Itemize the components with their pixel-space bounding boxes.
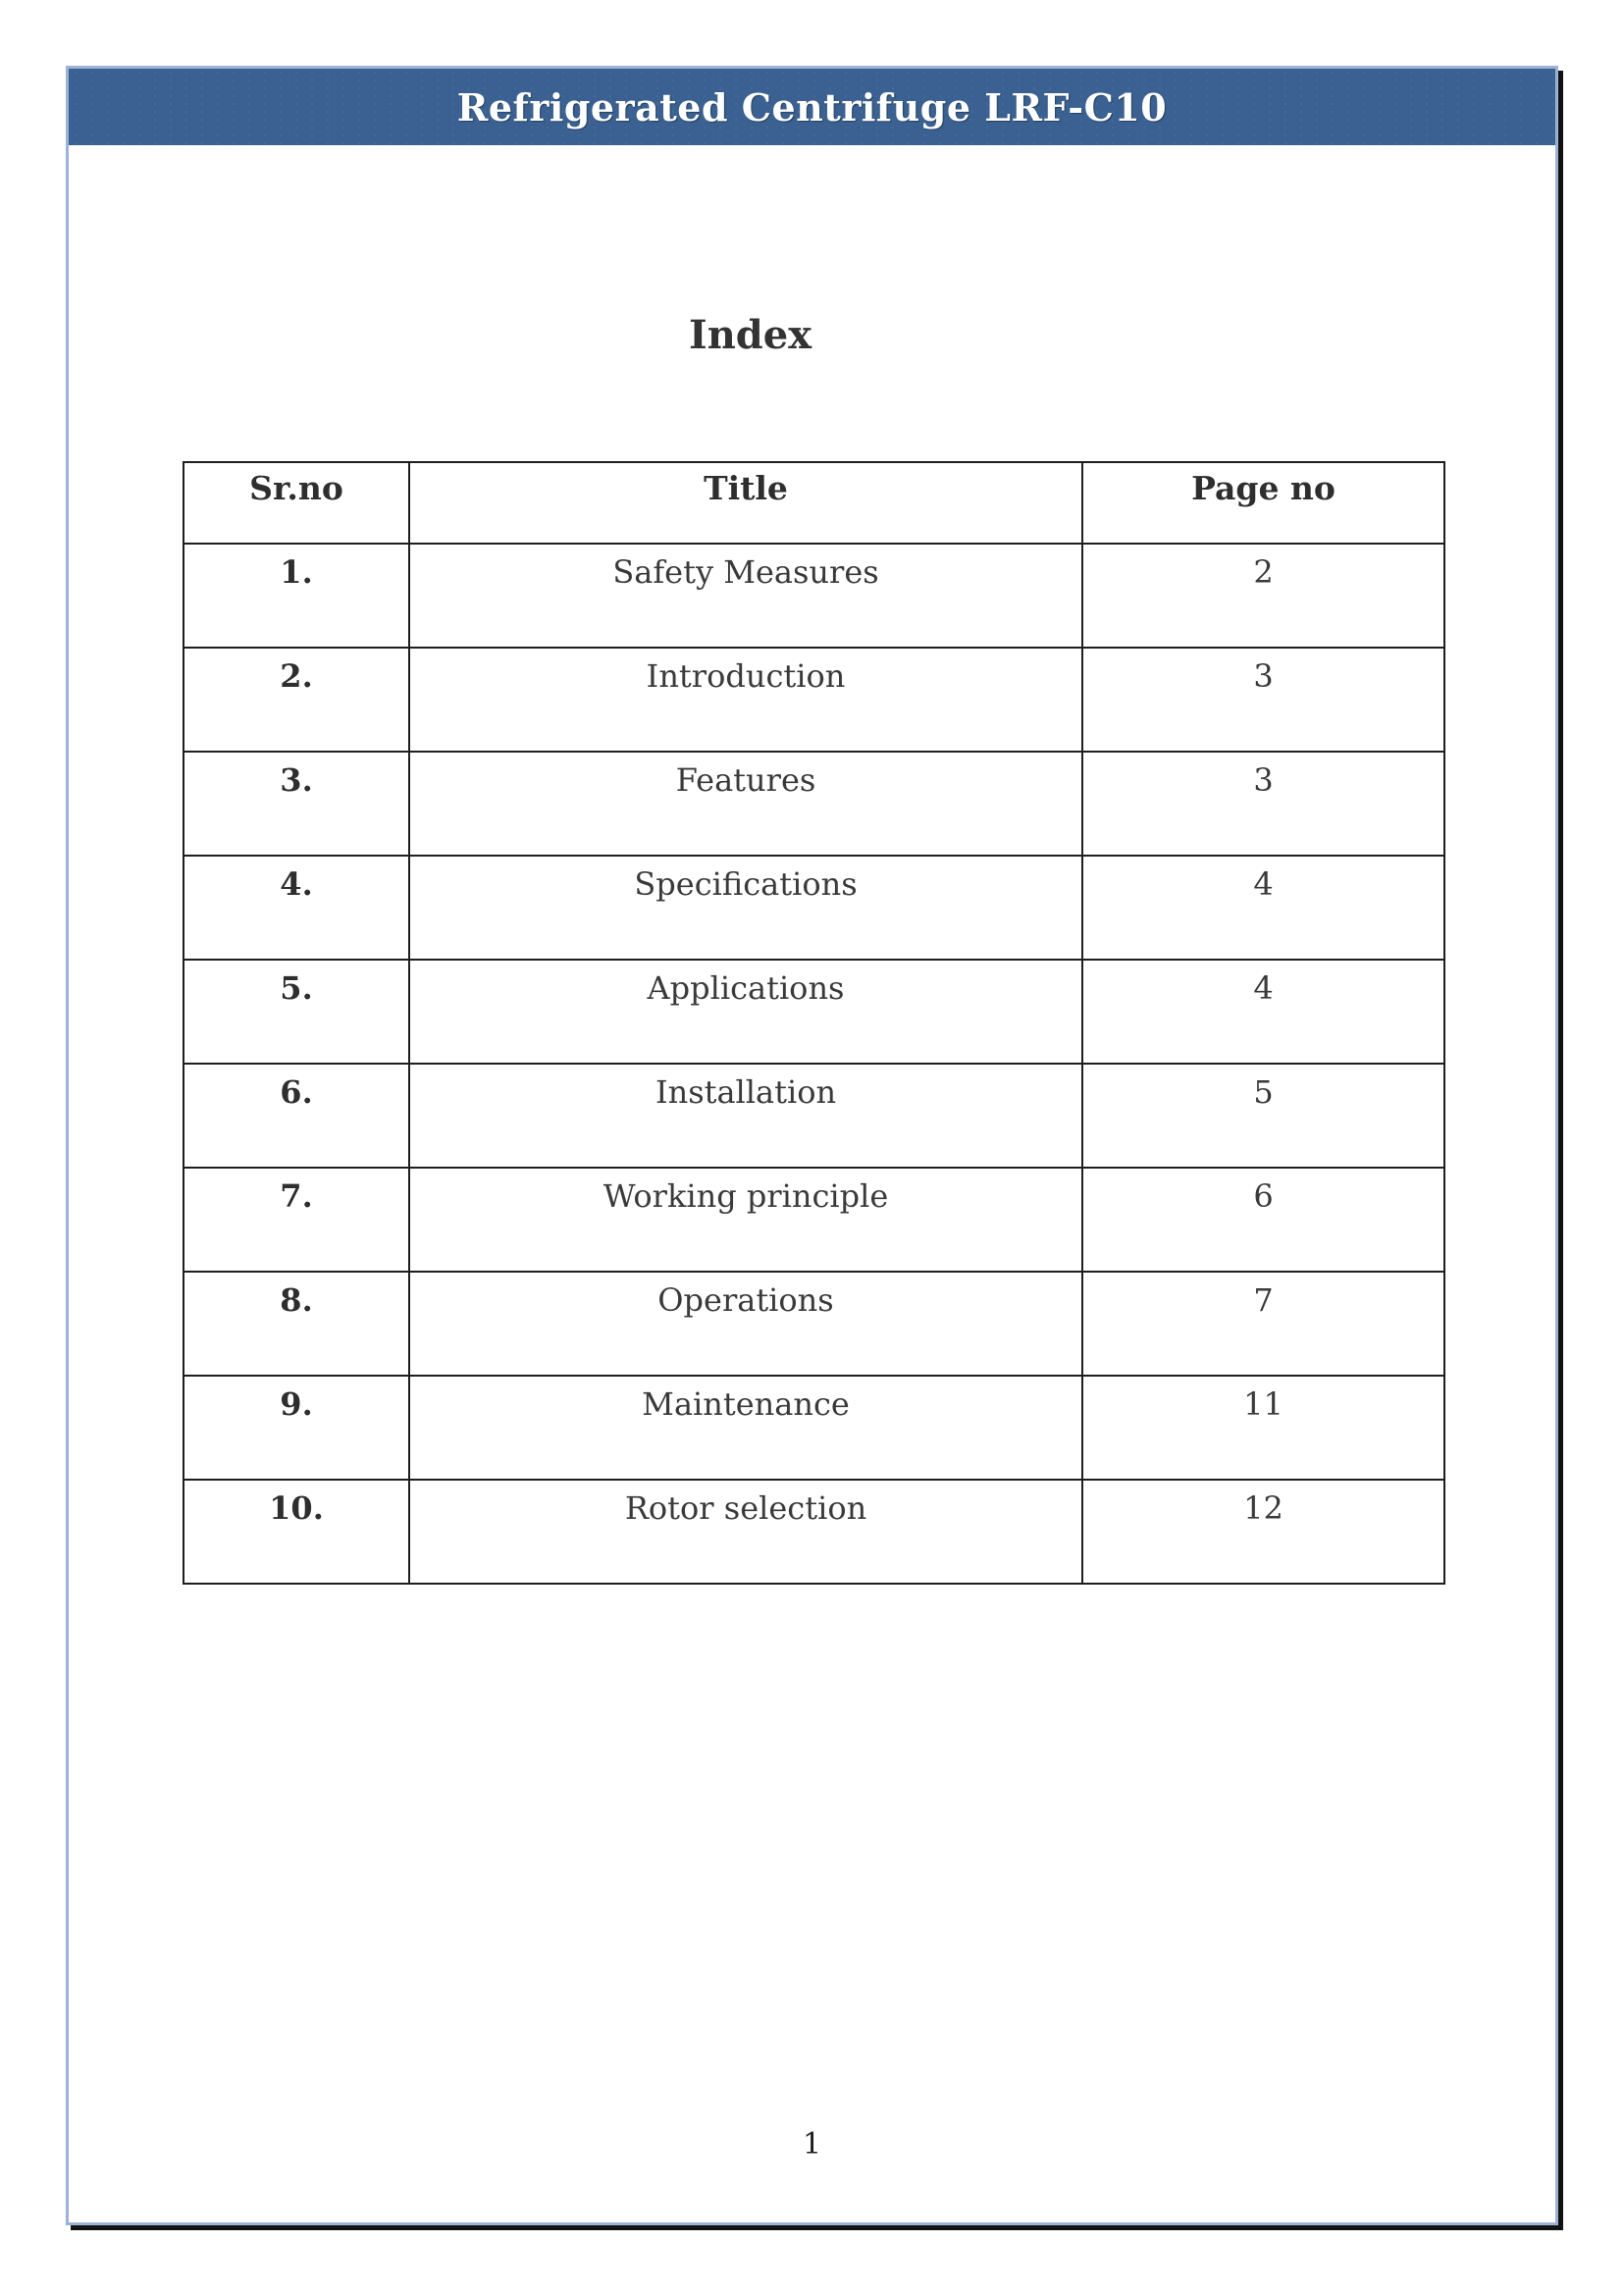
cell-page: 7	[1082, 1272, 1444, 1376]
column-header-srno: Sr.no	[183, 462, 409, 544]
cell-page: 12	[1082, 1480, 1444, 1584]
table-row	[183, 752, 1444, 856]
document-title: Refrigerated Centrifuge LRF-C10	[456, 84, 1168, 130]
table-header-row	[183, 462, 1444, 544]
cell-page: 5	[1082, 1064, 1444, 1168]
table-row	[183, 960, 1444, 1064]
cell-title: Operations	[409, 1272, 1082, 1376]
cell-srno: 4.	[183, 856, 409, 960]
column-header-page: Page no	[1082, 462, 1444, 544]
cell-title: Applications	[409, 960, 1082, 1064]
cell-srno: 2.	[183, 648, 409, 752]
table-row	[183, 648, 1444, 752]
cell-srno: 8.	[183, 1272, 409, 1376]
cell-srno: 10.	[183, 1480, 409, 1584]
table-row	[183, 1480, 1444, 1584]
cell-title: Safety Measures	[409, 544, 1082, 648]
cell-title: Installation	[409, 1064, 1082, 1168]
cell-srno: 7.	[183, 1168, 409, 1272]
cell-title: Working principle	[409, 1168, 1082, 1272]
table-row	[183, 856, 1444, 960]
cell-title: Rotor selection	[409, 1480, 1082, 1584]
table-row	[183, 1376, 1444, 1480]
table-row	[183, 1168, 1444, 1272]
index-heading: Index	[689, 312, 812, 358]
table-row	[183, 1272, 1444, 1376]
cell-srno: 5.	[183, 960, 409, 1064]
cell-page: 3	[1082, 752, 1444, 856]
document-header-bar	[69, 69, 1555, 145]
page-number: 1	[802, 2127, 822, 2162]
cell-page: 4	[1082, 960, 1444, 1064]
cell-title: Features	[409, 752, 1082, 856]
cell-page: 6	[1082, 1168, 1444, 1272]
cell-title: Maintenance	[409, 1376, 1082, 1480]
table-row	[183, 544, 1444, 648]
document-page	[66, 66, 1558, 2225]
cell-srno: 1.	[183, 544, 409, 648]
cell-page: 4	[1082, 856, 1444, 960]
index-table	[183, 461, 1445, 1585]
table-row	[183, 1064, 1444, 1168]
column-header-title: Title	[409, 462, 1082, 544]
cell-title: Specifications	[409, 856, 1082, 960]
cell-page: 11	[1082, 1376, 1444, 1480]
cell-title: Introduction	[409, 648, 1082, 752]
cell-page: 2	[1082, 544, 1444, 648]
cell-srno: 6.	[183, 1064, 409, 1168]
cell-page: 3	[1082, 648, 1444, 752]
cell-srno: 9.	[183, 1376, 409, 1480]
cell-srno: 3.	[183, 752, 409, 856]
